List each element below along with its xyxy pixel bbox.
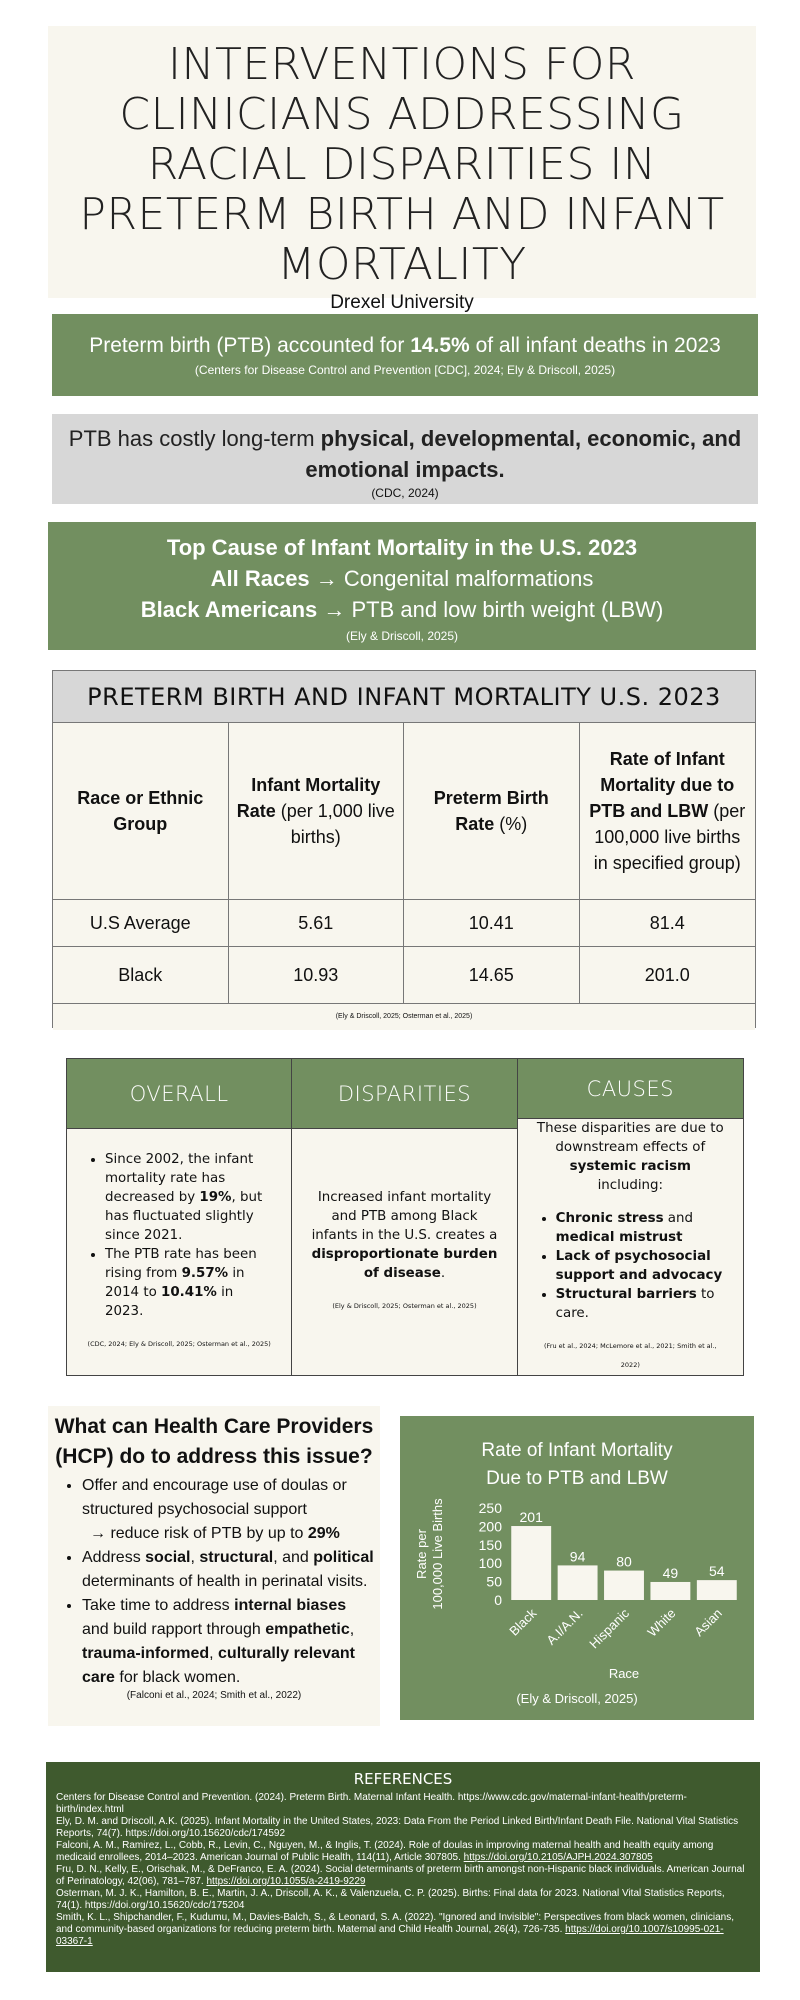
- poster-title: INTERVENTIONS FOR CLINICIANS ADDRESSING RACIAL DISPARITIES IN PRETERM BIRTH AND INFANT MORTALITY: [79, 39, 725, 290]
- stats-table-title: PRETERM BIRTH AND INFANT MORTALITY U.S. 2023: [53, 671, 755, 723]
- all-races-label: All Races: [210, 566, 310, 591]
- reference-item: [56, 1912, 750, 1948]
- table-header-row: [53, 723, 755, 900]
- references-panel: [46, 1762, 760, 1972]
- causes-intro: [536, 1119, 725, 1195]
- text-bold: Structural barriers: [555, 1287, 697, 1302]
- y-tick-label: 250: [478, 1500, 502, 1516]
- reference-item: [56, 1816, 750, 1840]
- text: Take time to address: [82, 1597, 235, 1614]
- y-tick-label: 200: [478, 1518, 502, 1535]
- header-bold: Rate of Infant Mortality due to PTB and LBW: [589, 749, 735, 821]
- bar-value-label: 94: [569, 1548, 586, 1565]
- x-tick-label: Hispanic: [586, 1605, 633, 1652]
- arrow-icon: →: [317, 597, 352, 622]
- table-header-cell: [404, 723, 580, 899]
- top-cause-row-all: [48, 563, 756, 594]
- text-bold: internal biases: [234, 1597, 347, 1614]
- top-cause-row-black: [48, 594, 756, 625]
- text: .: [440, 1266, 446, 1281]
- text: ,: [190, 1549, 200, 1566]
- hcp-heading: What can Health Care Providers (HCP) do to address this issue?: [54, 1415, 374, 1468]
- university-name: Drexel University: [330, 292, 474, 313]
- text: in 2014 to: [105, 1266, 245, 1300]
- disparities-body: [292, 1129, 516, 1375]
- table-cell: 81.4: [649, 912, 685, 933]
- chart-title: Rate of Infant Mortality: [481, 1440, 673, 1461]
- hcp-citation: (Falconi et al., 2024; Smith et al., 2022): [126, 1690, 302, 1701]
- text: , and: [273, 1549, 314, 1566]
- reference-text: Falconi, A. M., Ramirez, L., Cobb, R., Levin, C., Nguyen, M., & Inglis, T. (2024). Role of doulas in improving maternal health and health equity among medicaid enrollees, 2014–2023. American Journal of Public Health, 114(11), Article 307805.: [56, 1840, 714, 1863]
- text-bold: Chronic stress: [555, 1211, 664, 1226]
- table-cell: 5.61: [229, 900, 405, 946]
- chart-bar: [604, 1571, 644, 1600]
- text: Address: [82, 1549, 146, 1566]
- text: → reduce risk of PTB by up to: [90, 1525, 308, 1542]
- text-bold: Lack of psychosocial support and advocacy: [555, 1249, 723, 1283]
- stats-table: [52, 670, 756, 1028]
- text-bold: 19%: [199, 1190, 232, 1205]
- impact-bold: physical, developmental, economic, and emotional impacts.: [305, 426, 742, 482]
- reference-link[interactable]: https://doi.org/10.1007/s10995-021-03367-1: [56, 1924, 724, 1947]
- table-cell: 10.41: [404, 900, 580, 946]
- text: Increased infant mortality and PTB among Black infants in the U.S. creates a: [311, 1190, 498, 1243]
- impact-banner: [52, 414, 758, 504]
- reference-link[interactable]: https://doi.org/10.2105/AJPH.2024.307805: [463, 1852, 653, 1863]
- text: determinants of health in perinatal visits.: [82, 1573, 368, 1590]
- text: ,: [349, 1621, 355, 1638]
- disparities-citation: (Ely & Driscoll, 2025; Osterman et al., 2025): [332, 1302, 477, 1310]
- overall-column: [67, 1059, 292, 1375]
- text-bold: 9.57%: [181, 1266, 229, 1281]
- reference-text: Ely, D. M. and Driscoll, A.K. (2025). Infant Mortality in the United States, 2023: Data From the Period Linked Birth/Infant Death File. National Vital Statistics Reports, 74(7). https://doi.org/10.15620/cdc/174592: [56, 1816, 739, 1839]
- ptb-stat-pre: Preterm birth (PTB) accounted for: [89, 334, 411, 357]
- impact-pre: PTB has costly long-term: [68, 426, 321, 451]
- text-bold: 10.41%: [161, 1285, 217, 1300]
- list-item: [82, 1546, 374, 1594]
- text-bold: structural: [199, 1549, 274, 1566]
- y-tick-label: 50: [486, 1573, 502, 1590]
- text-bold: political: [313, 1549, 374, 1566]
- text: and build rapport through: [82, 1621, 266, 1638]
- text: ,: [209, 1645, 219, 1662]
- causes-citation: (Fru et al., 2024; McLemore et al., 2021; Smith et al., 2022): [544, 1342, 717, 1369]
- title-panel: [48, 26, 756, 313]
- overall-body: [67, 1129, 291, 1375]
- ptb-stat-citation: (Centers for Disease Control and Prevention [CDC], 2024; Ely & Driscoll, 2025): [194, 363, 616, 377]
- top-cause-banner: [48, 522, 756, 650]
- bar-value-label: 49: [662, 1564, 679, 1581]
- ptb-stat-post: of all infant deaths in 2023: [469, 334, 721, 357]
- list-item: [105, 1245, 273, 1321]
- text: for black women.: [114, 1669, 241, 1686]
- text: These disparities are due to downstream effects of: [536, 1121, 724, 1155]
- table-row: [53, 947, 755, 1004]
- reference-item: [56, 1864, 750, 1888]
- list-item: [556, 1285, 725, 1323]
- list-item: [82, 1594, 374, 1690]
- disparities-column: [292, 1059, 517, 1375]
- x-tick-label: Asian: [691, 1605, 725, 1640]
- ptb-stat-text: [52, 334, 758, 358]
- text: Offer and encourage use of doulas or structured psychosocial support: [82, 1477, 347, 1518]
- text: [82, 1525, 340, 1542]
- bar-chart: [400, 1416, 754, 1720]
- table-cell: Black: [53, 947, 229, 1003]
- hcp-panel: [48, 1406, 380, 1726]
- table-cell: 201.0: [644, 964, 690, 985]
- text: , but has fluctuated slightly since 2021.: [105, 1190, 263, 1243]
- x-tick-label: Black: [506, 1605, 540, 1639]
- bar-value-label: 54: [709, 1563, 725, 1580]
- text-bold: medical mistrust: [555, 1230, 683, 1245]
- x-tick-label: White: [644, 1605, 679, 1640]
- all-races-cause: Congenital malformations: [343, 566, 594, 591]
- arrow-icon: →: [309, 566, 344, 591]
- y-axis-label: Rate per: [414, 1529, 429, 1579]
- text-bold: trauma-informed: [82, 1645, 210, 1662]
- references-heading: REFERENCES: [353, 1770, 453, 1788]
- overview-columns: [66, 1058, 744, 1376]
- text: to care.: [555, 1287, 715, 1321]
- causes-column: [518, 1059, 743, 1375]
- chart-bar: [558, 1565, 598, 1600]
- text-bold: empathetic: [265, 1621, 350, 1638]
- chart-panel: [400, 1416, 754, 1720]
- header-bold: Infant Mortality Rate: [236, 775, 381, 821]
- text-bold: disproportionate burden of disease: [311, 1247, 498, 1281]
- text-bold: culturally relevant care: [82, 1645, 355, 1686]
- text: The PTB rate has been rising from: [105, 1247, 257, 1281]
- stats-table-citation: (Ely & Driscoll, 2025; Osterman et al., 2025): [53, 1004, 755, 1030]
- list-item: [556, 1209, 725, 1247]
- black-americans-label: Black Americans: [140, 597, 318, 622]
- reference-text: Osterman, M. J. K., Hamilton, B. E., Martin, J. A., Driscoll, A. K., & Valenzuela, C. P. (2025). Births: Final data for 2023. National Vital Statistics Reports, 74(1). https://doi.org/10.15620/cdc/175204: [56, 1888, 725, 1911]
- bar-value-label: 201: [519, 1509, 543, 1526]
- chart-bar: [697, 1580, 737, 1600]
- text-bold: social: [145, 1549, 191, 1566]
- impact-citation: (CDC, 2024): [371, 486, 439, 500]
- reference-item: [56, 1792, 750, 1816]
- reference-text: Centers for Disease Control and Prevention. (2024). Preterm Birth. Maternal Infant Health. https://www.cdc.gov/maternal-infant-health/preterm-birth/index.html: [56, 1792, 687, 1815]
- disparities-heading: DISPARITIES: [292, 1059, 516, 1129]
- top-cause-heading: Top Cause of Infant Mortality in the U.S. 2023: [166, 535, 638, 560]
- text: in 2023.: [105, 1285, 234, 1319]
- top-cause-citation: (Ely & Driscoll, 2025): [345, 629, 459, 643]
- ptb-stat-banner: [52, 314, 758, 396]
- table-cell: U.S Average: [53, 900, 229, 946]
- text-bold: systemic racism: [569, 1159, 692, 1174]
- header-normal: (%): [494, 814, 528, 834]
- chart-bar: [650, 1582, 690, 1600]
- list-item: [105, 1150, 273, 1245]
- y-tick-label: 100: [478, 1555, 502, 1572]
- header-normal: (per 1,000 live births): [275, 801, 395, 847]
- causes-body: [518, 1119, 743, 1375]
- list-item: [556, 1247, 725, 1285]
- reference-link[interactable]: https://doi.org/10.1055/a-2419-9229: [206, 1876, 366, 1887]
- y-tick-label: 150: [478, 1536, 502, 1553]
- y-tick-label: 0: [494, 1592, 502, 1608]
- ptb-stat-value: 14.5%: [410, 334, 470, 357]
- header-bold: Preterm Birth Rate: [433, 788, 549, 834]
- list-item: [82, 1474, 374, 1546]
- impact-text: [52, 423, 758, 485]
- reference-item: [56, 1840, 750, 1864]
- reference-text: Smith, K. L., Shipchandler, F., Kudumu, M., Davies-Balch, S., & Leonard, S. A. (2022). "Ignored and Invisible": Perspectives from black women, clinicians, and community-based organizations for reducing preterm birth. Maternal and Child Health Journal, 26(4), 726-735.: [56, 1912, 734, 1935]
- table-header-cell: [53, 723, 229, 899]
- table-header-cell: [580, 723, 756, 899]
- bar-value-label: 80: [616, 1553, 632, 1570]
- y-axis-label: 100,000 Live Births: [430, 1498, 445, 1610]
- overall-heading: OVERALL: [67, 1059, 291, 1129]
- chart-source: (Ely & Driscoll, 2025): [516, 1691, 638, 1706]
- black-americans-cause: PTB and low birth weight (LBW): [351, 597, 664, 622]
- text-bold: 29%: [307, 1525, 340, 1542]
- header-bold: Race or Ethnic Group: [77, 788, 204, 834]
- reference-item: [56, 1888, 750, 1912]
- text: including:: [597, 1178, 664, 1193]
- overall-citation: (CDC, 2024; Ely & Driscoll, 2025; Osterman et al., 2025): [87, 1340, 271, 1348]
- reference-text: Fru, D. N., Kelly, E., Orischak, M., & DeFranco, E. A. (2024). Social determinants of preterm birth amongst non-Hispanic black individuals. American Journal of Perinatology, 42(06), 781–787.: [56, 1864, 745, 1887]
- x-axis-label: Race: [608, 1666, 640, 1681]
- text: and: [663, 1211, 693, 1226]
- x-tick-label: A.I/A.N.: [543, 1605, 586, 1648]
- text: Since 2002, the infant mortality rate has decreased by: [105, 1152, 254, 1205]
- table-row: [53, 900, 755, 947]
- table-cell: 14.65: [404, 947, 580, 1003]
- table-header-cell: [229, 723, 405, 899]
- chart-title: Due to PTB and LBW: [486, 1468, 668, 1489]
- disparities-text: [310, 1188, 498, 1283]
- chart-bar: [511, 1526, 551, 1600]
- header-normal: (per 100,000 live births in specified group): [593, 801, 746, 873]
- table-cell: 10.93: [229, 947, 405, 1003]
- causes-heading: CAUSES: [518, 1059, 743, 1119]
